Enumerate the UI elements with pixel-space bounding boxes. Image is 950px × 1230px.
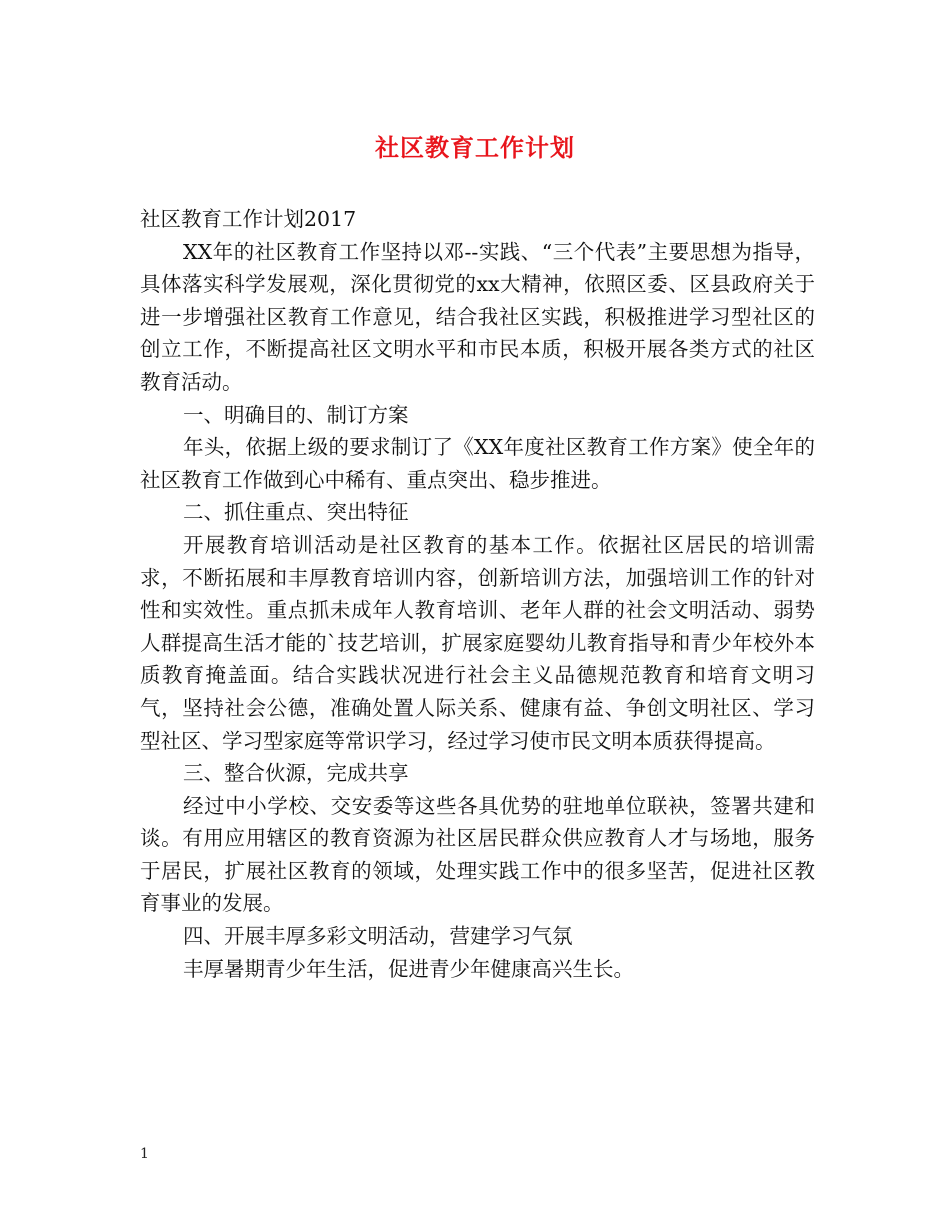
document-subtitle: 社区教育工作计划2017	[140, 207, 357, 231]
section-heading-1: 一、明确目的、制订方案	[183, 402, 409, 427]
document-body	[140, 203, 815, 985]
document-title: 社区教育工作计划	[375, 133, 575, 162]
paragraph-intro: XX年的社区教育工作坚持以邓--实践、“三个代表”主要思想为指导，具体落实科学发展观，深化贯彻党的xx大精神，依照区委、区县政府关于进一步增强社区教育工作意见，结合我社区实践，积极推进学习型社区的创立工作，不断提高社区文明水平和市民本质，积极开展各类方式的社区教育活动。	[140, 239, 815, 394]
section-heading-2: 二、抓住重点、突出特征	[183, 500, 409, 525]
page-number: 1	[140, 1146, 149, 1162]
paragraph-section-4: 丰厚暑期青少年生活，促进青少年健康高兴生长。	[183, 956, 635, 981]
paragraph-section-1: 年头，依据上级的要求制订了《XX年度社区教育工作方案》使全年的社区教育工作做到心中稀有、重点突出、稳步推进。	[140, 435, 815, 492]
paragraph-section-2: 开展教育培训活动是社区教育的基本工作。依据社区居民的培训需求，不断拓展和丰厚教育培训内容，创新培训方法，加强培训工作的针对性和实效性。重点抓未成年人教育培训、老年人群的社会文明活动、弱势人群提高生活才能的`技艺培训，扩展家庭婴幼儿教育指导和青少年校外本质教育掩盖面。结合实践状况进行社会主义品德规范教育和培育文明习气，坚持社会公德，准确处置人际关系、健康有益、争创文明社区、学习型社区、学习型家庭等常识学习，经过学习使市民文明本质获得提高。	[140, 532, 815, 753]
section-heading-4: 四、开展丰厚多彩文明活动，营建学习气氛	[183, 924, 573, 949]
section-heading-3: 三、整合伙源，完成共享	[183, 761, 409, 786]
paragraph-section-3: 经过中小学校、交安委等这些各具优势的驻地单位联袂，签署共建和谈。有用应用辖区的教育资源为社区居民群众供应教育人才与场地，服务于居民，扩展社区教育的领域，处理实践工作中的很多坚苦，促进社区教育事业的发展。	[140, 793, 815, 916]
